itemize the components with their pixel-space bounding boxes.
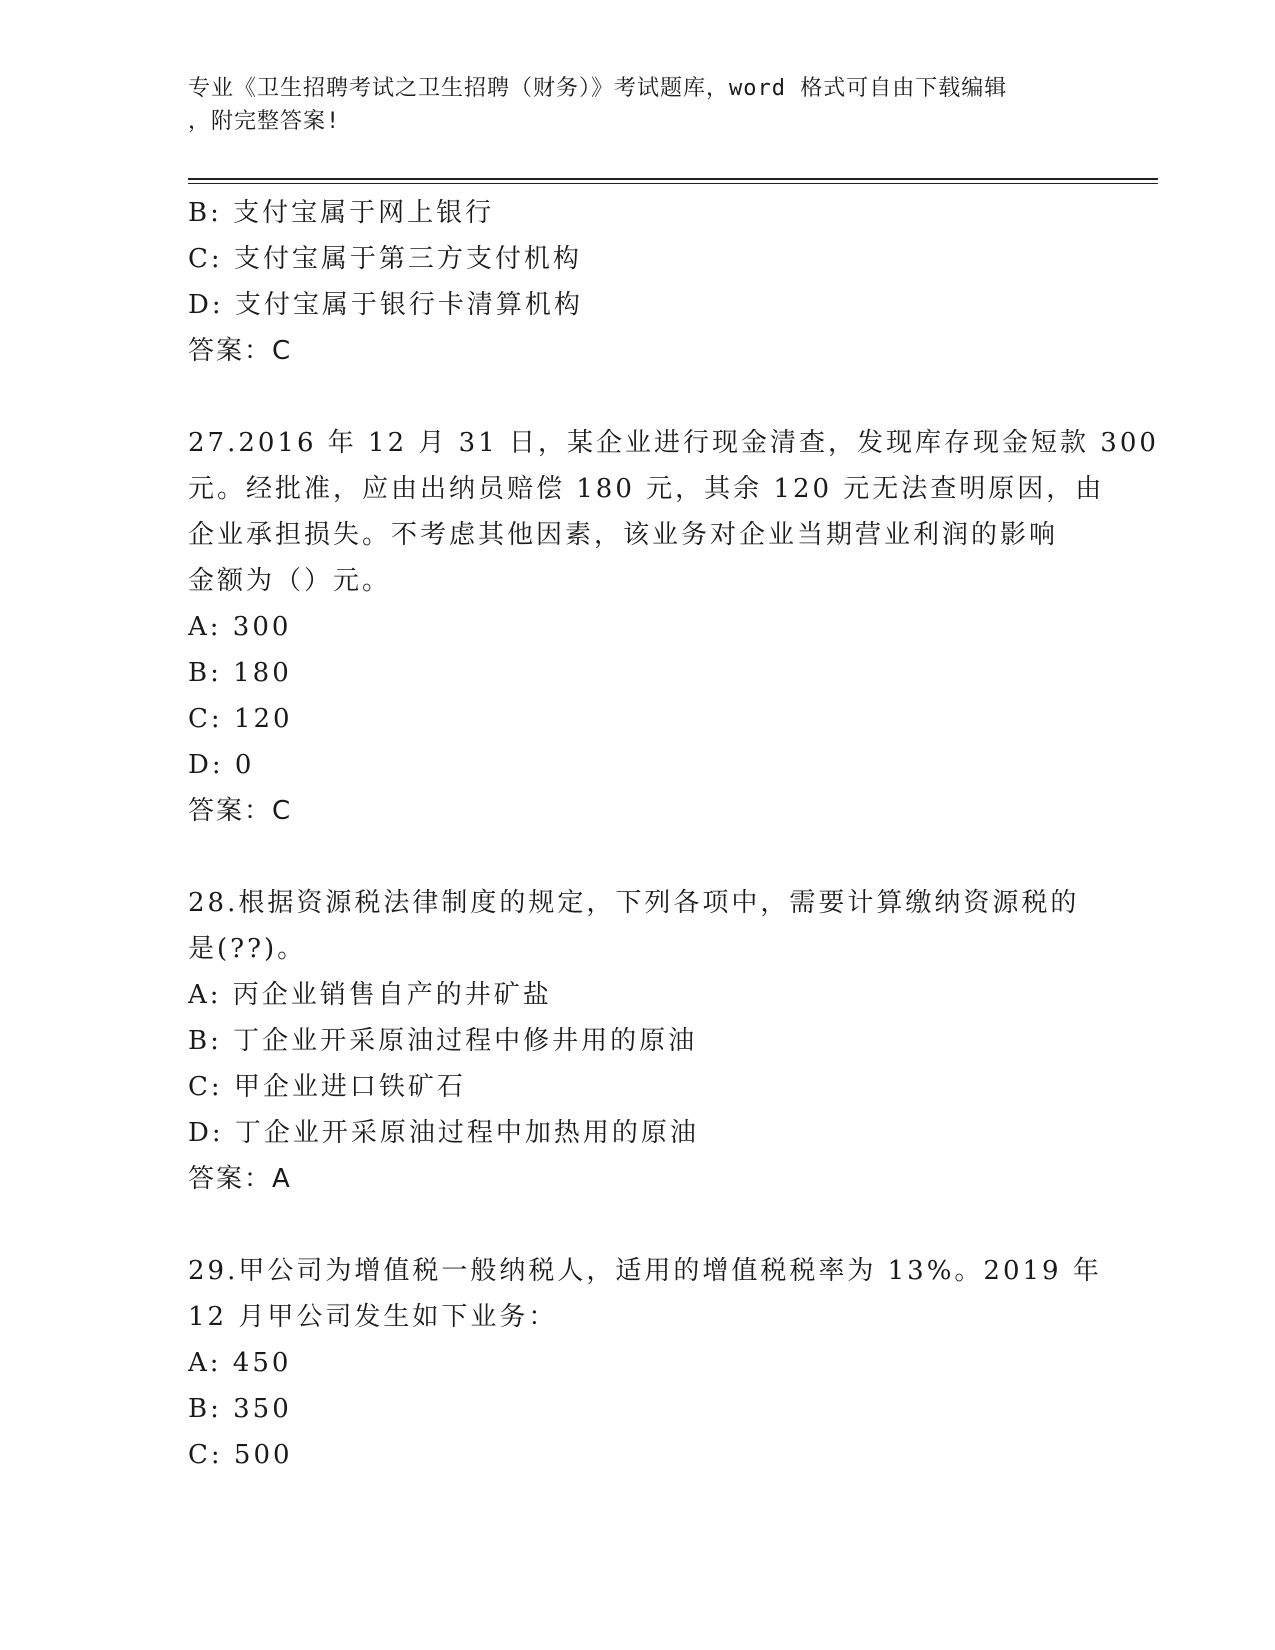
q27-option-a: A: 300 (188, 612, 292, 642)
question-spacer (188, 374, 1088, 420)
question-28-block (188, 880, 1088, 1202)
q27-option-c: C: 120 (188, 704, 293, 734)
question-spacer (188, 834, 1088, 880)
header-line-2: ，附完整答案! (188, 109, 341, 134)
q26-option-c: C: 支付宝属于第三方支付机构 (188, 244, 582, 274)
q27-stem-line-4: 金额为（）元。 (188, 566, 392, 596)
question-27-block (188, 420, 1159, 834)
document-header (188, 72, 1068, 138)
q28-option-a: A: 丙企业销售自产的井矿盐 (188, 980, 552, 1010)
question-26-block (188, 190, 1088, 374)
q28-option-b: B: 丁企业开采原油过程中修井用的原油 (188, 1026, 698, 1056)
q29-option-b: B: 350 (188, 1394, 292, 1424)
question-29-block (188, 1248, 1102, 1478)
q28-option-c: C: 甲企业进口铁矿石 (188, 1072, 466, 1102)
q29-option-a: A: 450 (188, 1348, 292, 1378)
q26-answer: 答案：C (188, 336, 293, 366)
q28-stem-line-1: 28.根据资源税法律制度的规定，下列各项中，需要计算缴纳资源税的 (188, 888, 1080, 918)
header-divider-thick (188, 178, 1158, 180)
q28-answer: 答案：A (188, 1164, 292, 1194)
header-divider-thin (188, 183, 1158, 184)
q27-stem-line-3: 企业承担损失。不考虑其他因素，该业务对企业当期营业利润的影响 (188, 520, 1059, 550)
q27-stem-line-2: 元。经批准，应由出纳员赔偿 180 元，其余 120 元无法查明原因，由 (188, 474, 1105, 504)
q26-option-d: D: 支付宝属于银行卡清算机构 (188, 290, 583, 320)
header-line-1: 专业《卫生招聘考试之卫生招聘（财务）》考试题库，word 格式可自由下载编辑 (188, 76, 1008, 101)
q27-option-b: B: 180 (188, 658, 292, 688)
q26-option-b: B: 支付宝属于网上银行 (188, 198, 495, 228)
q29-option-c: C: 500 (188, 1440, 293, 1470)
question-content (188, 190, 1159, 1478)
q27-stem-line-1: 27.2016 年 12 月 31 日，某企业进行现金清查，发现库存现金短款 300 (188, 428, 1159, 458)
q29-stem-line-1: 29.甲公司为增值税一般纳税人，适用的增值税税率为 13%。2019 年 (188, 1256, 1102, 1286)
q29-stem-line-2: 12 月甲公司发生如下业务： (188, 1302, 558, 1332)
q27-answer: 答案：C (188, 796, 293, 826)
question-spacer (188, 1202, 1088, 1248)
q28-option-d: D: 丁企业开采原油过程中加热用的原油 (188, 1118, 699, 1148)
q28-stem-line-2: 是(??)。 (188, 934, 307, 964)
q27-option-d: D: 0 (188, 750, 255, 780)
